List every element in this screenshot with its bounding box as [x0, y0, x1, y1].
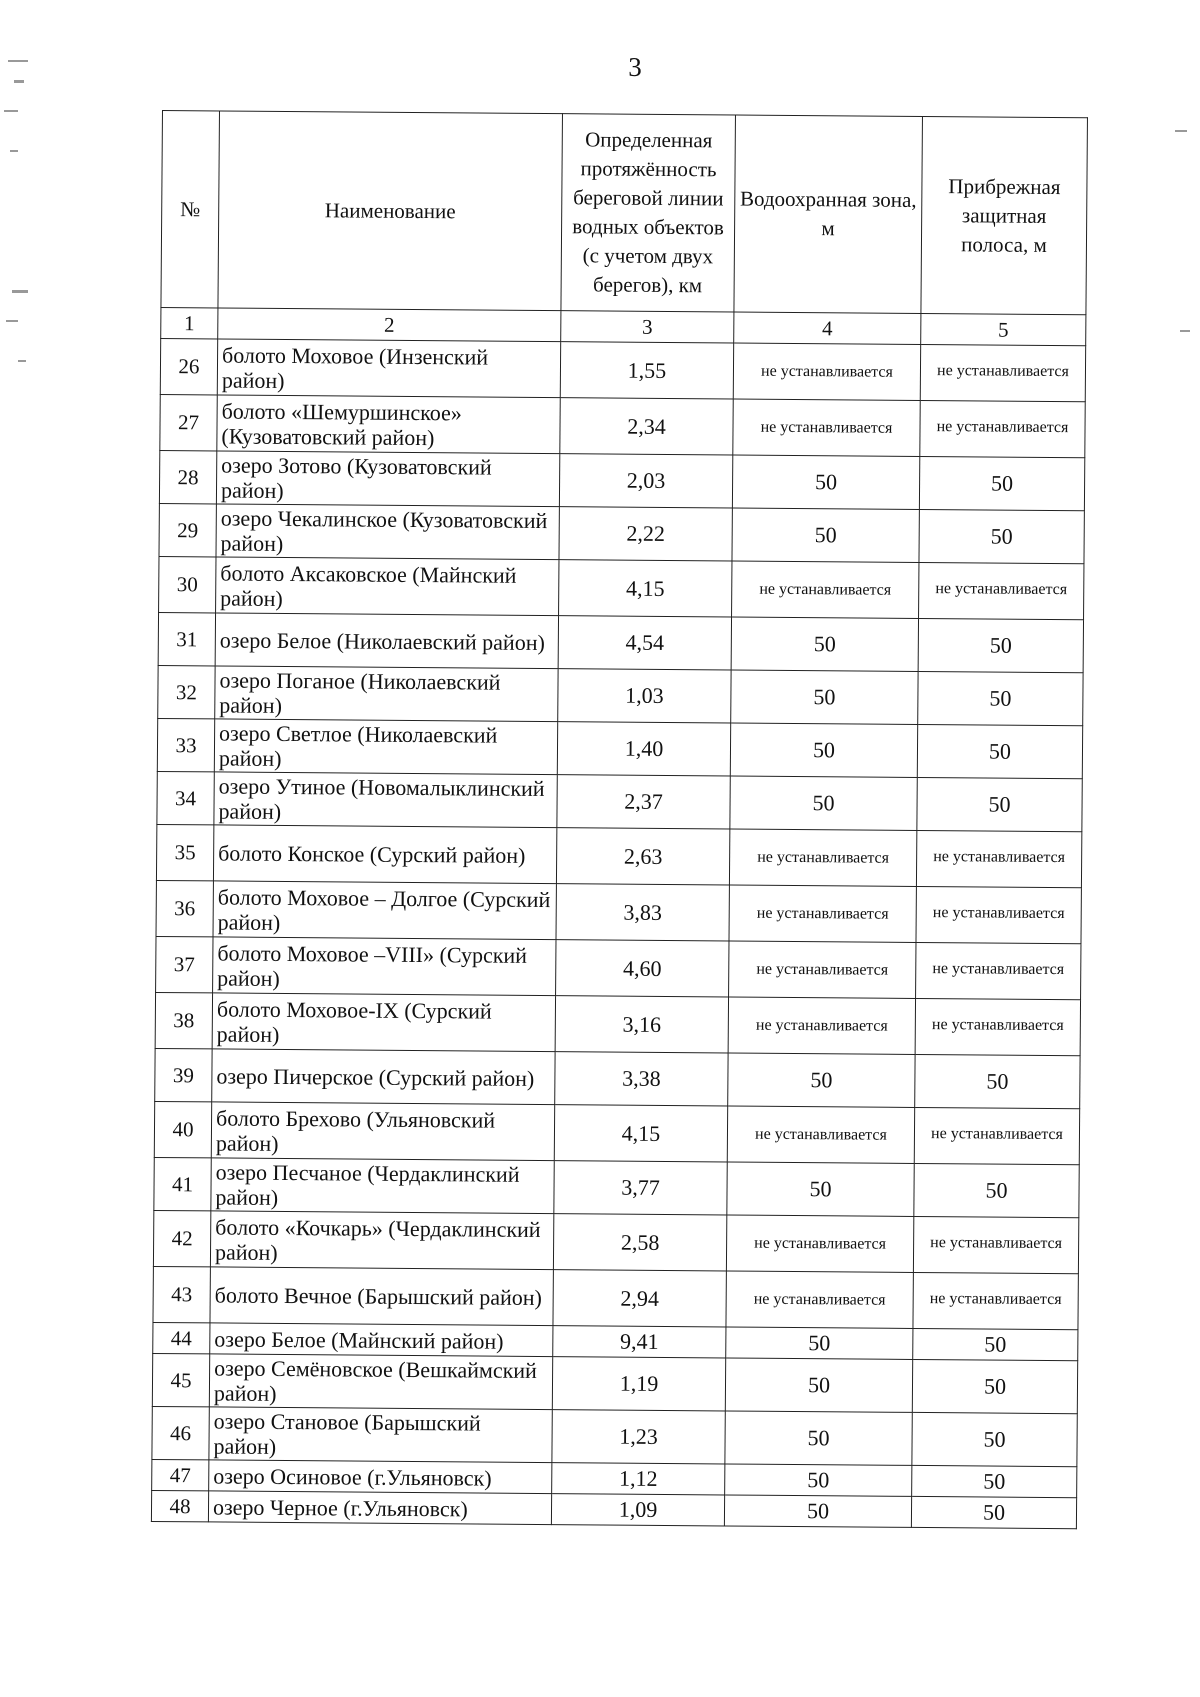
water-object-name: озеро Чекалинское (Кузоватовский район): [216, 504, 559, 560]
table-row: [157, 718, 1082, 778]
row-number: 29: [159, 503, 216, 556]
coastal-protective-strip: не устанавливается: [920, 344, 1085, 401]
water-protection-zone: не устанавливается: [728, 997, 915, 1054]
header-name: Наименование: [218, 111, 563, 311]
coastal-protective-strip: 50: [918, 671, 1083, 725]
row-number: 28: [159, 450, 216, 503]
shoreline-length: 1,40: [557, 722, 730, 776]
row-number: 47: [152, 1459, 209, 1490]
shoreline-length: 9,41: [553, 1326, 726, 1358]
shoreline-length: 1,19: [552, 1357, 725, 1411]
water-object-name: болото Моховое –VIII» (Сурский район): [213, 937, 556, 996]
shoreline-length: 1,09: [551, 1494, 724, 1526]
table-row: [152, 1406, 1077, 1466]
row-number: 43: [153, 1266, 210, 1322]
shoreline-length: 3,83: [556, 884, 729, 941]
table-row: [158, 612, 1083, 672]
water-object-name: болото Моховое-IX (Сурский район): [212, 993, 555, 1052]
shoreline-length: 4,54: [558, 616, 731, 670]
coastal-protective-strip: 50: [912, 1359, 1077, 1413]
coastal-protective-strip: не устанавливается: [916, 942, 1081, 999]
column-number: 1: [161, 307, 218, 338]
row-number: 30: [159, 556, 216, 612]
coastal-protective-strip: не устанавливается: [916, 886, 1081, 943]
water-protection-zone: не устанавливается: [732, 561, 919, 618]
row-number: 38: [155, 992, 212, 1048]
coastal-protective-strip: не устанавливается: [920, 400, 1085, 457]
coastal-protective-strip: 50: [914, 1163, 1079, 1217]
water-protection-zone: 50: [730, 723, 917, 777]
water-object-name: болото Вечное (Барышский район): [210, 1267, 553, 1326]
water-object-name: озеро Песчаное (Чердаклинский район): [211, 1158, 554, 1214]
water-protection-zone: 50: [727, 1162, 914, 1216]
row-number: 31: [158, 612, 215, 665]
coastal-protective-strip: 50: [917, 777, 1082, 831]
shoreline-length: 2,94: [553, 1270, 726, 1327]
water-protection-zone: не устанавливается: [729, 885, 916, 942]
coastal-protective-strip: 50: [911, 1496, 1076, 1528]
table-row: [158, 665, 1083, 725]
row-number: 33: [157, 718, 214, 771]
row-number: 45: [152, 1353, 209, 1406]
coastal-protective-strip: 50: [919, 456, 1084, 510]
page-number: 3: [628, 52, 642, 82]
shoreline-length: 3,16: [555, 996, 728, 1053]
water-protection-zone: не устанавливается: [727, 1106, 914, 1163]
shoreline-length: 3,38: [555, 1052, 728, 1106]
water-protection-zone: 50: [731, 670, 918, 724]
coastal-protective-strip: 50: [917, 724, 1082, 778]
shoreline-length: 1,03: [558, 669, 731, 723]
column-number: 2: [218, 308, 561, 342]
shoreline-length: 2,03: [559, 454, 732, 508]
water-protection-zone: не устанавливается: [726, 1271, 913, 1328]
water-object-name: болото Моховое – Долгое (Сурский район): [213, 881, 556, 940]
coastal-protective-strip: 50: [919, 509, 1084, 563]
water-protection-zone: не устанавливается: [729, 941, 916, 998]
table-row: [160, 338, 1085, 401]
water-protection-zone: 50: [725, 1464, 912, 1496]
coastal-protective-strip: не устанавливается: [919, 562, 1084, 619]
row-number: 37: [156, 936, 213, 992]
table-row: [151, 1490, 1076, 1528]
table-row: [156, 824, 1081, 887]
header-coastal-strip: Прибрежная защитная полоса, м: [921, 116, 1088, 314]
water-protection-zone: 50: [730, 776, 917, 830]
table-row: [154, 1157, 1079, 1217]
water-object-name: болото «Кочкарь» (Чердаклинский район): [210, 1211, 553, 1270]
table-row: [156, 880, 1081, 943]
coastal-protective-strip: 50: [913, 1328, 1078, 1360]
water-object-name: болото Моховое (Инзенский район): [217, 339, 560, 398]
table-row: [156, 936, 1081, 999]
water-protection-zone: 50: [724, 1495, 911, 1527]
coastal-protective-strip: не устанавливается: [916, 830, 1081, 887]
shoreline-length: 4,60: [556, 940, 729, 997]
row-number: 32: [158, 665, 215, 718]
table-row: [159, 450, 1084, 510]
row-number: 48: [151, 1490, 208, 1521]
water-protection-zone: 50: [725, 1411, 912, 1465]
shoreline-length: 4,15: [554, 1105, 727, 1162]
row-number: 39: [155, 1048, 212, 1101]
table-row: [153, 1266, 1078, 1329]
water-object-name: озеро Белое (Николаевский район): [215, 613, 558, 669]
shoreline-length: 2,22: [559, 507, 732, 561]
shoreline-length: 3,77: [554, 1161, 727, 1215]
table-row: [155, 992, 1080, 1055]
water-protection-zone: не устанавливается: [733, 343, 920, 400]
coastal-protective-strip: не устанавливается: [913, 1216, 1078, 1273]
water-object-name: озеро Осиновое (г.Ульяновск): [209, 1460, 552, 1494]
table-row: [159, 556, 1084, 619]
row-number: 26: [160, 338, 217, 394]
water-protection-zone: не устанавливается: [726, 1215, 913, 1272]
water-object-name: болото Конское (Сурский район): [213, 825, 556, 884]
shoreline-length: 1,12: [552, 1463, 725, 1495]
table-row: [160, 394, 1085, 457]
row-number: 35: [156, 824, 213, 880]
water-object-name: озеро Зотово (Кузоватовский район): [216, 451, 559, 507]
table-row: [159, 503, 1084, 563]
water-object-name: болото Брехово (Ульяновский район): [211, 1102, 554, 1161]
row-number: 27: [160, 394, 217, 450]
column-number: 5: [921, 313, 1086, 345]
water-object-name: озеро Становое (Барышский район): [209, 1407, 552, 1463]
water-protection-zone: не устанавливается: [729, 829, 916, 886]
coastal-protective-strip: не устанавливается: [914, 1107, 1079, 1164]
shoreline-length: 1,55: [560, 342, 733, 399]
header-number: №: [161, 111, 220, 308]
row-number: 34: [157, 771, 214, 824]
water-object-name: озеро Белое (Майнский район): [210, 1323, 553, 1357]
coastal-protective-strip: 50: [918, 618, 1083, 672]
water-protection-zone: 50: [732, 508, 919, 562]
row-number: 46: [152, 1406, 209, 1459]
water-object-name: озеро Утиное (Новомалыклинский район): [214, 772, 557, 828]
header-row: [161, 111, 1088, 315]
water-object-name: болото «Шемуршинское» (Кузоватовский район): [217, 395, 560, 454]
column-number: 4: [734, 312, 921, 344]
shoreline-length: 4,15: [559, 560, 732, 617]
water-protection-zone: 50: [731, 617, 918, 671]
coastal-protective-strip: не устанавливается: [915, 998, 1080, 1055]
water-object-name: озеро Семёновское (Вешкаймский район): [209, 1354, 552, 1410]
row-number: 42: [153, 1210, 210, 1266]
table-body: [151, 338, 1085, 1528]
row-number: 36: [156, 880, 213, 936]
coastal-protective-strip: 50: [912, 1465, 1077, 1497]
water-object-name: озеро Светлое (Николаевский район): [214, 719, 557, 775]
shoreline-length: 1,23: [552, 1410, 725, 1464]
shoreline-length: 2,63: [556, 828, 729, 885]
table-row: [154, 1101, 1079, 1164]
coastal-protective-strip: не устанавливается: [913, 1272, 1078, 1329]
water-object-name: озеро Черное (г.Ульяновск): [208, 1491, 551, 1525]
water-protection-zone: 50: [726, 1327, 913, 1359]
coastal-protective-strip: 50: [915, 1054, 1080, 1108]
water-object-name: озеро Поганое (Николаевский район): [215, 666, 558, 722]
table-row: [155, 1048, 1080, 1108]
shoreline-length: 2,37: [557, 775, 730, 829]
water-protection-zone: не устанавливается: [733, 399, 920, 456]
water-object-name: озеро Пичерское (Сурский район): [212, 1049, 555, 1105]
table-row: [153, 1210, 1078, 1273]
table-row: [157, 771, 1082, 831]
water-objects-table: [151, 110, 1088, 1529]
table-row: [152, 1353, 1077, 1413]
water-protection-zone: 50: [728, 1053, 915, 1107]
row-number: 44: [153, 1322, 210, 1353]
water-protection-zone: 50: [732, 455, 919, 509]
row-number: 40: [154, 1101, 211, 1157]
water-protection-zone: 50: [725, 1358, 912, 1412]
shoreline-length: 2,34: [560, 398, 733, 455]
shoreline-length: 2,58: [553, 1214, 726, 1271]
water-object-name: болото Аксаковское (Майнский район): [216, 557, 559, 616]
header-water-protection-zone: Водоохранная зона, м: [734, 115, 923, 313]
coastal-protective-strip: 50: [912, 1412, 1077, 1466]
column-number: 3: [561, 311, 734, 343]
header-length: Определенная протяжённость береговой линии водных объектов (с учетом двух берегов), км: [561, 114, 736, 312]
row-number: 41: [154, 1157, 211, 1210]
